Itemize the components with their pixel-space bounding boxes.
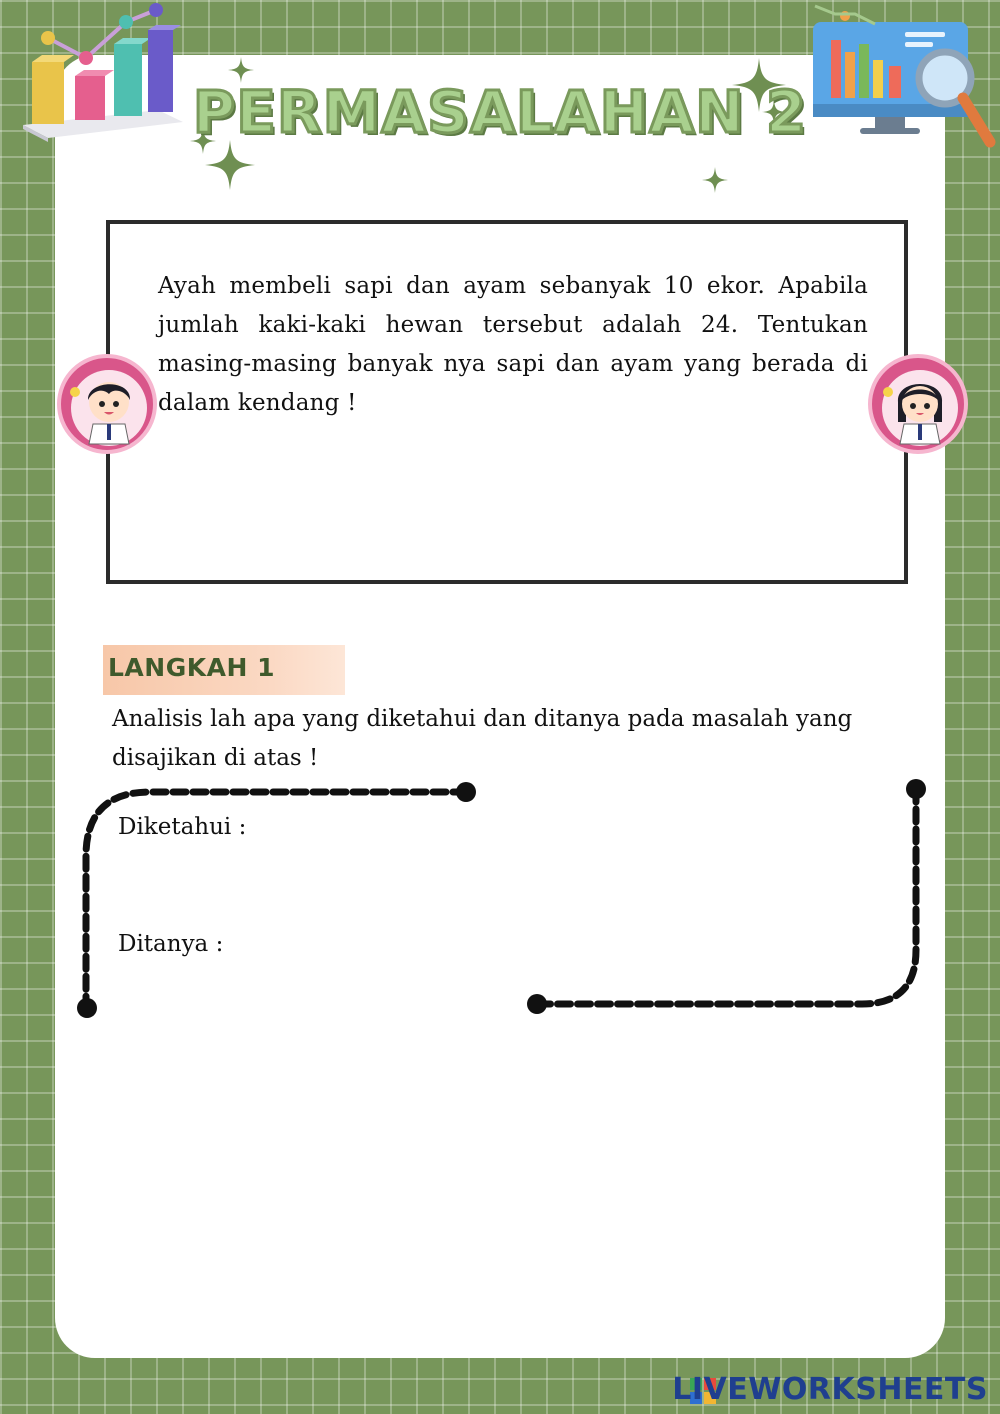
student-boy-avatar [57,354,157,454]
step-label: LANGKAH 1 [108,653,275,682]
step-instruction: Analisis lah apa yang diketahui dan ditanya pada masalah yang disajikan di atas ! [112,706,853,771]
problem-text: Ayah membeli sapi dan ayam sebanyak 10 ekor. Apabila jumlah kaki-kaki hewan tersebut adalah 24. Tentukan masing-masing banyak nya sapi dan ayam yang berada di dalam kendang ! [158,273,868,416]
sparkle-icon [205,140,255,190]
sparkle-icon [702,167,728,193]
page-title: PERMASALAHAN 2 [192,78,808,146]
asked-label: Ditanya : [118,931,224,957]
student-girl-avatar [868,354,968,454]
footer-brand[interactable]: LIVEWORKSHEETS [672,1372,988,1407]
known-label: Diketahui : [118,814,247,840]
